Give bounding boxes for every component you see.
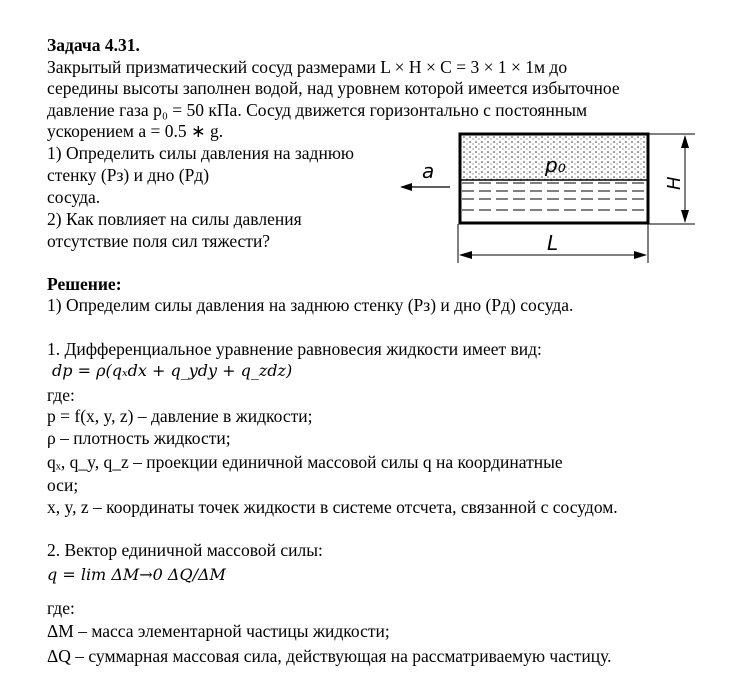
task-line: сосуда. [47,187,101,207]
solution-line: ΔQ – суммарная массовая сила, действующая на рассматриваемую частицу. [47,646,612,666]
pressure-label: p₀ [545,153,566,177]
length-label: L [547,231,559,255]
solution-title: Решение: [47,274,122,294]
solution-line: 1) Определим силы давления на заднюю стенку (Pз) и дно (Pд) сосуда. [47,295,574,315]
task-line: отсутствие поля сил тяжести? [47,231,271,251]
task-line: ускорением a = 0.5 ∗ g. [47,121,224,141]
task-title: Задача 4.31. [47,35,140,55]
accel-label: a [422,159,435,183]
solution-line: ΔM – масса элементарной частицы жидкости; [47,621,390,641]
solution-line: где: [47,598,75,618]
task-line: 2) Как повлияет на силы давления [47,209,302,229]
equation-limit: q = lim ΔM→0 ΔQ/ΔM [47,565,226,584]
equation-differential: dp = ρ(qₓdx + q_ydy + q_zdz) [52,361,293,380]
task-line: стенку (Pз) и дно (Pд) [47,165,210,185]
solution-line: p = f(x, y, z) – давление в жидкости; [47,406,313,426]
solution-line: ρ – плотность жидкости; [47,428,231,448]
solution-line: оси; [47,475,79,495]
vessel-diagram [390,120,710,270]
task-line: середины высоты заполнен водой, над уровнем которой имеется избыточное [47,78,620,98]
solution-line: 2. Вектор единичной массовой силы: [47,540,323,560]
solution-line: 1. Дифференциальное уравнение равновесия жидкости имеет вид: [47,339,542,359]
solution-line: где: [47,385,75,405]
task-line: Закрытый призматический сосуд размерами L × H × C = 3 × 1 × 1м до [47,57,568,77]
solution-line: qₓ, q_y, q_z – проекции единичной массовой силы q на координатные [47,452,563,472]
task-line: 1) Определить силы давления на заднюю [47,143,354,163]
task-line: давление газа p₀ = 50 кПа. Сосуд движется горизонтально с постоянным [47,100,588,120]
solution-line: x, y, z – координаты точек жидкости в системе отсчета, связанной с сосудом. [47,497,618,517]
height-label: H [664,176,685,190]
